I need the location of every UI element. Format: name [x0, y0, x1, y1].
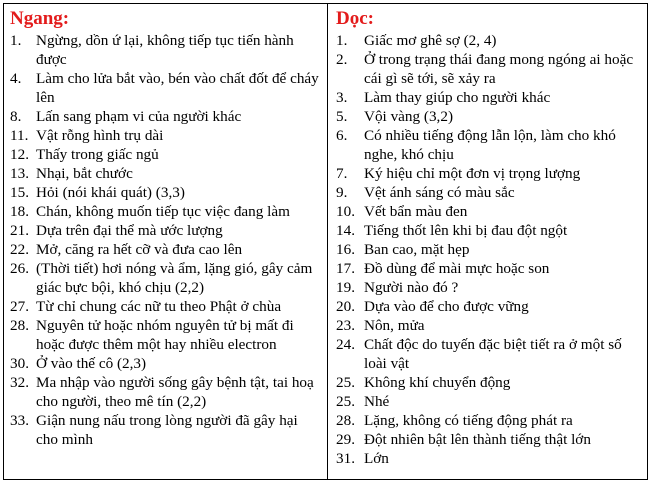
across-clue: [10, 69, 321, 107]
down-clue: [336, 297, 641, 316]
across-clue: [10, 202, 321, 221]
clue-text: Vật rỗng hình trụ dài: [36, 127, 164, 144]
clue-number: 22.: [10, 241, 29, 258]
clue-number: 6.: [336, 127, 348, 144]
clue-text: Ở trong trạng thái đang mong ngóng ai hoặc cái gì sẽ tới, sẽ xảy ra: [364, 51, 634, 87]
down-clue: [336, 107, 641, 126]
across-clue: [10, 145, 321, 164]
across-clue: [10, 31, 321, 69]
clue-text: Thấy trong giấc ngủ: [36, 146, 159, 163]
clue-number: 23.: [336, 317, 355, 334]
down-clue: [336, 164, 641, 183]
clue-text: Làm cho lửa bắt vào, bén vào chất đốt để cháy lên: [36, 70, 319, 106]
down-clue: [336, 259, 641, 278]
clue-number: 13.: [10, 165, 29, 182]
clue-text: Ban cao, mặt hẹp: [364, 241, 470, 258]
across-clue: [10, 259, 321, 297]
clue-number: 19.: [336, 279, 355, 296]
across-clue-list: [10, 31, 321, 449]
clue-number: 30.: [10, 355, 29, 372]
down-heading: Dọc:: [336, 8, 374, 29]
across-heading: Ngang:: [10, 8, 70, 29]
down-clue: [336, 316, 641, 335]
clue-text: Vết bẩn màu đen: [364, 203, 468, 220]
across-clue: [10, 221, 321, 240]
clue-number: 7.: [336, 165, 348, 182]
clue-text: Ma nhập vào người sống gây bệnh tật, tai hoạ cho người, theo mê tín (2,2): [36, 374, 314, 410]
clue-number: 32.: [10, 374, 29, 391]
clue-text: Người nào đó ?: [364, 279, 459, 296]
clue-text: Làm thay giúp cho người khác: [364, 89, 551, 106]
down-clue: [336, 88, 641, 107]
clue-number: 25.: [336, 393, 355, 410]
clue-number: 9.: [336, 184, 348, 201]
down-clue: [336, 31, 641, 50]
clue-text: Hỏi (nói khái quát) (3,3): [36, 184, 185, 201]
down-clue: [336, 50, 641, 88]
down-clue: [336, 411, 641, 430]
clue-text: Đột nhiên bật lên thành tiếng thật lớn: [364, 431, 591, 448]
clue-text: Giận nung nấu trong lòng người đã gây hại cho mình: [36, 412, 298, 448]
clue-text: Chán, không muốn tiếp tục việc đang làm: [36, 203, 290, 220]
clue-number: 18.: [10, 203, 29, 220]
clue-number: 1.: [336, 32, 348, 49]
across-clue: [10, 126, 321, 145]
clue-number: 27.: [10, 298, 29, 315]
down-clue: [336, 221, 641, 240]
clue-text: Giấc mơ ghê sợ (2, 4): [364, 32, 497, 49]
across-clue: [10, 373, 321, 411]
clue-text: Tiếng thốt lên khi bị đau đột ngột: [364, 222, 568, 239]
down-clue: [336, 430, 641, 449]
clue-text: (Thời tiết) hơi nóng và ẩm, lặng gió, gây cảm giác bực bội, khó chịu (2,2): [36, 260, 313, 296]
clue-text: Dựa trên đại thể mà ước lượng: [36, 222, 223, 239]
clue-number: 20.: [336, 298, 355, 315]
clue-text: Chất độc do tuyến đặc biệt tiết ra ở một số loài vật: [364, 336, 622, 372]
down-column: [328, 4, 647, 479]
clue-number: 10.: [336, 203, 355, 220]
clue-number: 21.: [10, 222, 29, 239]
clue-number: 3.: [336, 89, 348, 106]
clue-text: Vệt ánh sáng có màu sắc: [364, 184, 515, 201]
down-clue: [336, 240, 641, 259]
across-clue: [10, 354, 321, 373]
clue-text: Từ chỉ chung các nữ tu theo Phật ở chùa: [36, 298, 282, 315]
clue-number: 28.: [10, 317, 29, 334]
clue-number: 28.: [336, 412, 355, 429]
across-column: [4, 4, 328, 479]
clue-text: Không khí chuyển động: [364, 374, 511, 391]
across-clue: [10, 183, 321, 202]
clue-number: 16.: [336, 241, 355, 258]
clue-number: 31.: [336, 450, 355, 467]
clue-text: Có nhiều tiếng động lẫn lộn, làm cho khó nghe, khó chịu: [364, 127, 616, 163]
clue-number: 24.: [336, 336, 355, 353]
down-clue: [336, 126, 641, 164]
clue-number: 8.: [10, 108, 22, 125]
clue-number: 29.: [336, 431, 355, 448]
clue-number: 17.: [336, 260, 355, 277]
down-clue: [336, 335, 641, 373]
down-clue-list: [336, 31, 641, 468]
down-clue: [336, 183, 641, 202]
down-clue: [336, 278, 641, 297]
clue-number: 15.: [10, 184, 29, 201]
clue-number: 25.: [336, 374, 355, 391]
clue-number: 12.: [10, 146, 29, 163]
down-clue: [336, 202, 641, 221]
down-clue: [336, 449, 641, 468]
across-clue: [10, 107, 321, 126]
clue-number: 14.: [336, 222, 355, 239]
clue-text: Nhé: [364, 393, 390, 410]
clue-text: Vội vàng (3,2): [364, 108, 453, 125]
clue-text: Lớn: [364, 450, 389, 467]
clue-text: Nguyên tử hoặc nhóm nguyên tử bị mất đi hoặc được thêm một hay nhiều electron: [36, 317, 294, 353]
clue-number: 26.: [10, 260, 29, 277]
across-clue: [10, 240, 321, 259]
clue-text: Nhại, bắt chước: [36, 165, 133, 182]
clue-number: 5.: [336, 108, 348, 125]
clue-text: Nôn, mửa: [364, 317, 425, 334]
clue-text: Dựa vào để cho được vững: [364, 298, 529, 315]
crossword-clue-table: [3, 3, 648, 480]
across-clue: [10, 297, 321, 316]
down-clue: [336, 392, 641, 411]
across-clue: [10, 411, 321, 449]
clue-text: Ở vào thế cô (2,3): [36, 355, 147, 372]
across-clue: [10, 316, 321, 354]
clue-number: 4.: [10, 70, 22, 87]
clue-text: Mở, căng ra hết cỡ và đưa cao lên: [36, 241, 243, 258]
clue-text: Lặng, không có tiếng động phát ra: [364, 412, 573, 429]
clue-number: 33.: [10, 412, 29, 429]
clue-text: Ngừng, dồn ứ lại, không tiếp tục tiến hành được: [36, 32, 294, 68]
clue-number: 2.: [336, 51, 348, 68]
clue-text: Ký hiệu chỉ một đơn vị trọng lượng: [364, 165, 581, 182]
clue-number: 11.: [10, 127, 29, 144]
across-clue: [10, 164, 321, 183]
down-clue: [336, 373, 641, 392]
clue-number: 1.: [10, 32, 22, 49]
clue-text: Lấn sang phạm vi của người khác: [36, 108, 242, 125]
clue-text: Đồ dùng để mài mực hoặc son: [364, 260, 550, 277]
